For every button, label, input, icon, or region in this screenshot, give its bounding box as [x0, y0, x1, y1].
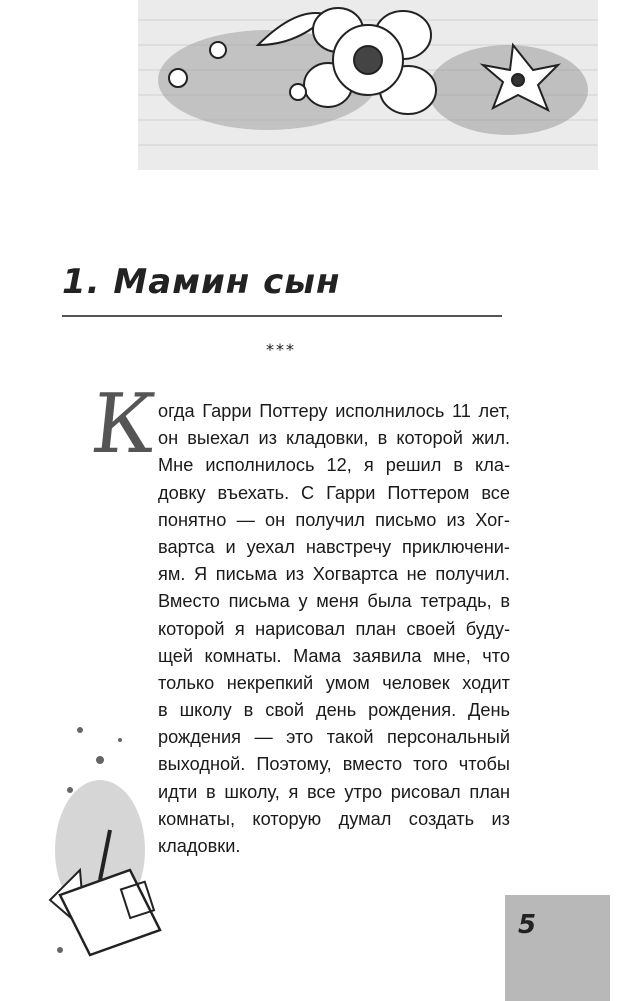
text-line: идти в школу, я все утро рисовал план: [158, 781, 510, 802]
section-separator: ***: [266, 340, 296, 359]
notebook-pencil-illustration: [30, 700, 190, 970]
text-line: ям. Я письма из Хогвартса не получил.: [158, 564, 510, 585]
flower-illustration: [138, 0, 598, 170]
title-underline: [62, 315, 502, 317]
text-line: довку въехать. С Гарри Поттером все: [158, 482, 510, 503]
drop-cap: К: [87, 377, 161, 472]
text-line: рождения — это такой персональный: [158, 727, 510, 748]
text-line: огда Гарри Поттеру исполнилось 11 лет,: [158, 401, 510, 421]
text-line: понятно — он получил письмо из Хог-: [158, 509, 510, 530]
body-text: [158, 398, 510, 860]
text-line: Вместо письма у меня была тетрадь, в: [158, 591, 510, 612]
text-line: щей комнаты. Мама заявила мне, что: [158, 645, 510, 666]
chapter-title: 1. Мамин сын: [62, 262, 341, 302]
text-line: вартса и уехал навстречу приключени-: [158, 536, 510, 557]
text-line: только некрепкий умом человек ходит: [158, 672, 510, 693]
text-line: Мне исполнилось 12, я решил в кла-: [158, 455, 510, 476]
text-line: которой я нарисовал план своей буду-: [158, 618, 510, 639]
text-line: он выехал из кладовки, в которой жил.: [158, 428, 510, 449]
text-line: кладовки.: [158, 836, 241, 856]
text-line: комнаты, которую думал создать из: [158, 808, 510, 829]
page-number: 5: [518, 910, 537, 940]
text-line: выходной. Поэтому, вместо того чтобы: [158, 754, 510, 775]
text-line: в школу в свой день рождения. День: [158, 700, 510, 721]
